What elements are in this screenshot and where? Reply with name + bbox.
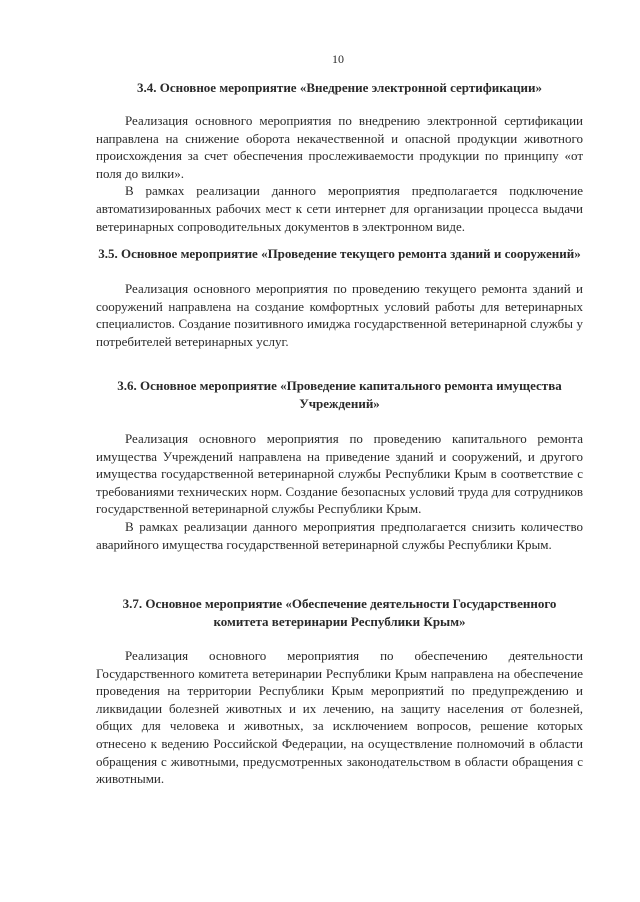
page-number: 10: [332, 52, 344, 66]
paragraph: Реализация основного мероприятия по проведению текущего ремонта зданий и сооружений направлена на создание комфортных условий работы для ветеринарных специалистов. Создание позитивного имиджа государственной ветеринарной службы у потребителей ветеринарных услуг.: [96, 281, 583, 349]
paragraph: В рамках реализации данного мероприятия предполагается подключение автоматизированных рабочих мест к сети интернет для организации процесса выдачи ветеринарных сопроводительных документов в электронном виде.: [96, 183, 583, 234]
paragraph: В рамках реализации данного мероприятия предполагается снизить количество аварийного имущества государственной ветеринарной службы Республики Крым.: [96, 518, 583, 552]
section-heading: 3.7. Основное мероприятие «Обеспечение деятельности Государственного комитета ветеринарии Республики Крым»: [122, 596, 557, 629]
paragraph: Реализация основного мероприятия по обеспечению деятельности Государственного комитета ветеринарии Республики Крым направлена на обеспечение проведения на территории Республики Крым мероприятий по предупреждению и ликвидации болезней животных и их лечению, на защиту населения от болезней, общих для человека и животных, за исключением вопросов, решение которых отнесено к ведению Российской Федерации, на осуществление полномочий в области обращения с животными, предусмотренных законодательством в области обращения с животными.: [96, 648, 583, 787]
section-3-4: [96, 79, 583, 235]
section-3-7: [96, 595, 583, 788]
section-heading: 3.5. Основное мероприятие «Проведение текущего ремонта зданий и сооружений»: [98, 246, 581, 261]
section-heading: 3.4. Основное мероприятие «Внедрение электронной сертификации»: [137, 80, 542, 95]
paragraph: Реализация основного мероприятия по проведению капитального ремонта имущества Учреждений направлена на приведение зданий и сооружений, и другого имущества государственной ветеринарной службы Республики Крым в соответствие с требованиями технических норм. Создание безопасных условий труда для сотрудников государственной ветеринарной службы Республики Крым.: [96, 431, 583, 517]
section-3-6: [96, 377, 583, 553]
section-3-5: [96, 245, 583, 350]
section-heading: 3.6. Основное мероприятие «Проведение капитального ремонта имущества Учреждений»: [117, 378, 562, 411]
paragraph: Реализация основного мероприятия по внедрению электронной сертификации направлена на снижение оборота некачественной и опасной продукции животного происхождения за счет обеспечения прослеживаемости продукции по принципу «от поля до вилки».: [96, 113, 583, 181]
